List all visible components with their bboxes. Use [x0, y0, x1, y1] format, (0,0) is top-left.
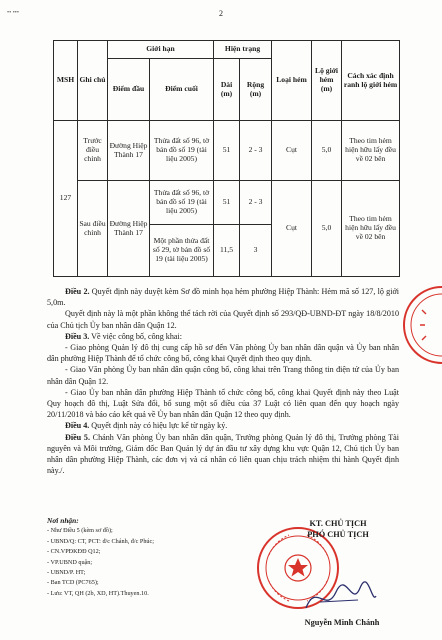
header-loai-hem: Loại hẻm	[272, 41, 312, 121]
edge-seal-icon	[400, 280, 442, 370]
type-cell: Cụt	[272, 121, 312, 181]
signer-name: Nguyễn Minh Chánh	[304, 618, 380, 627]
method-cell: Theo tim hẻm hiện hữu lấy đều về 02 bên	[342, 121, 400, 181]
article-3	[47, 331, 399, 342]
note-cell: Sau điều chỉnh	[78, 181, 108, 277]
list-item: - VP.UBND quận;	[47, 558, 93, 566]
width-cell: 3	[240, 225, 272, 277]
article-4-text: Quyết định này có hiệu lực kể từ ngày ký.	[89, 421, 228, 431]
start-cell: Đường Hiệp Thành 17	[108, 181, 150, 277]
article-3-item: - Giao Ủy ban nhân dân phường Hiệp Thành tổ chức công bố, công khai Quyết định này theo Luật Quy hoạch đô thị, Luật Sửa đổi, bổ sung một số điều của 37 Luật có liên quan đến quy hoạch ngày 20/11/2018 và báo cáo kết quả về Ủy ban nhân dân Quận 12 theo quy định.	[47, 387, 399, 420]
header-rong: Rộng (m)	[240, 59, 272, 121]
list-item: - Như Điều 5 (kèm sơ đồ);	[47, 527, 113, 535]
length-cell: 51	[214, 181, 240, 225]
signature-block	[258, 518, 418, 540]
length-cell: 11,5	[214, 225, 240, 277]
boundary-cell: 5,0	[312, 121, 342, 181]
article-3-label: Điều 3.	[65, 331, 90, 341]
list-item: - Lưu: VT, QH (2b, XD, HT).Thuyen.10.	[47, 589, 149, 597]
note-cell: Trước điều chỉnh	[78, 121, 108, 181]
article-4	[47, 420, 399, 431]
list-item: - UBND/Q: CT, PCT: đ/c Chánh, đ/c Phúc;	[47, 537, 154, 545]
article-2-text: Quyết định này duyệt kèm Sơ đồ minh họa hẻm phường Hiệp Thành: Hẻm mã số 127, lộ giới 5,0m.	[47, 287, 399, 308]
width-cell: 2 - 3	[240, 121, 272, 181]
signature-line-2: PHÓ CHỦ TỊCH	[307, 530, 369, 539]
article-3-item: - Giao Văn phòng Ủy ban nhân dân quận công bố, công khai trên Trang thông tin điện tử của Ủy ban nhân dân Quận 12.	[47, 365, 399, 386]
header-msh: MSH	[54, 41, 78, 121]
width-cell: 2 - 3	[240, 181, 272, 225]
article-4-label: Điều 4.	[65, 421, 90, 431]
list-item: - UBND/P. HT;	[47, 569, 86, 577]
table-row	[54, 181, 400, 225]
msh-cell: 127	[54, 121, 78, 277]
header-diem-cuoi: Điểm cuối	[150, 59, 214, 121]
start-cell: Đường Hiệp Thành 17	[108, 121, 150, 181]
article-3-text: Về việc công bố, công khai:	[89, 331, 182, 341]
article-5	[47, 432, 399, 477]
header-dai: Dài (m)	[214, 59, 240, 121]
header-ghi-chu: Ghi chú	[78, 41, 108, 121]
article-2-label: Điều 2.	[65, 287, 90, 296]
article-5-text: Chánh Văn phòng Ủy ban nhân dân quận, Trưởng phòng Quản lý đô thị, Trưởng phòng Tài nguyên và Môi trường, Giám đốc Ban Quản lý dự án đầu tư xây dựng khu vực Quận 12, Chủ tịch Ủy ban nhân dân phường Hiệp Thành, các đơn vị và cá nhân có liên quan chịu trách nhiệm thi hành Quyết định này./.	[47, 432, 400, 476]
header-diem-dau: Điểm đầu	[108, 59, 150, 121]
recipients	[47, 516, 247, 599]
article-5-label: Điều 5.	[65, 432, 90, 442]
header-hien-trang: Hiện trạng	[214, 41, 272, 59]
header-cach-xac-dinh: Cách xác định ranh lộ giới hẻm	[342, 41, 400, 121]
recipients-list	[47, 526, 247, 599]
table-row	[54, 121, 400, 181]
end-cell: Thửa đất số 96, tờ bản đồ số 19 (tài liệu 2005)	[150, 181, 214, 225]
recipients-title: Nơi nhận:	[47, 516, 79, 525]
end-cell: Thửa đất số 96, tờ bản đồ số 19 (tài liệu 2005)	[150, 121, 214, 181]
article-2	[47, 286, 399, 308]
list-item: - CN.VPĐKĐĐ Q12;	[47, 548, 101, 556]
header-gioi-han: Giới hạn	[108, 41, 214, 59]
article-2-extra: Quyết định này là một phần không thể tách rời của Quyết định số 293/QĐ-UBND-ĐT ngày 18/8/2010 của Chủ tịch Ủy ban nhân dân Quận 12.	[47, 309, 399, 330]
signature-line-1: KT. CHỦ TỊCH	[309, 519, 367, 528]
signature-icon	[300, 578, 380, 618]
method-cell: Theo tim hẻm hiện hữu lấy đều về 02 bên	[342, 181, 400, 277]
end-cell: Một phần thửa đất số 29, tờ bản đồ số 19 (tài liệu 2005)	[150, 225, 214, 277]
length-cell: 51	[214, 121, 240, 181]
decision-body	[47, 286, 399, 476]
list-item: - Ban TCD (PC765);	[47, 579, 99, 587]
article-3-item: - Giao phòng Quản lý đô thị cung cấp hồ sơ đến Văn phòng Ủy ban nhân dân quận và Ủy ban nhân dân phường Hiệp Thành để tổ chức công bố, công khai Quyết định theo quy định.	[47, 343, 399, 364]
boundary-cell: 5,0	[312, 181, 342, 277]
alley-table	[53, 40, 400, 277]
corner-mark: •• •••	[7, 10, 20, 16]
type-cell: Cụt	[272, 181, 312, 277]
page-number: 2	[219, 9, 223, 18]
header-lo-gioi: Lộ giới hẻm (m)	[312, 41, 342, 121]
